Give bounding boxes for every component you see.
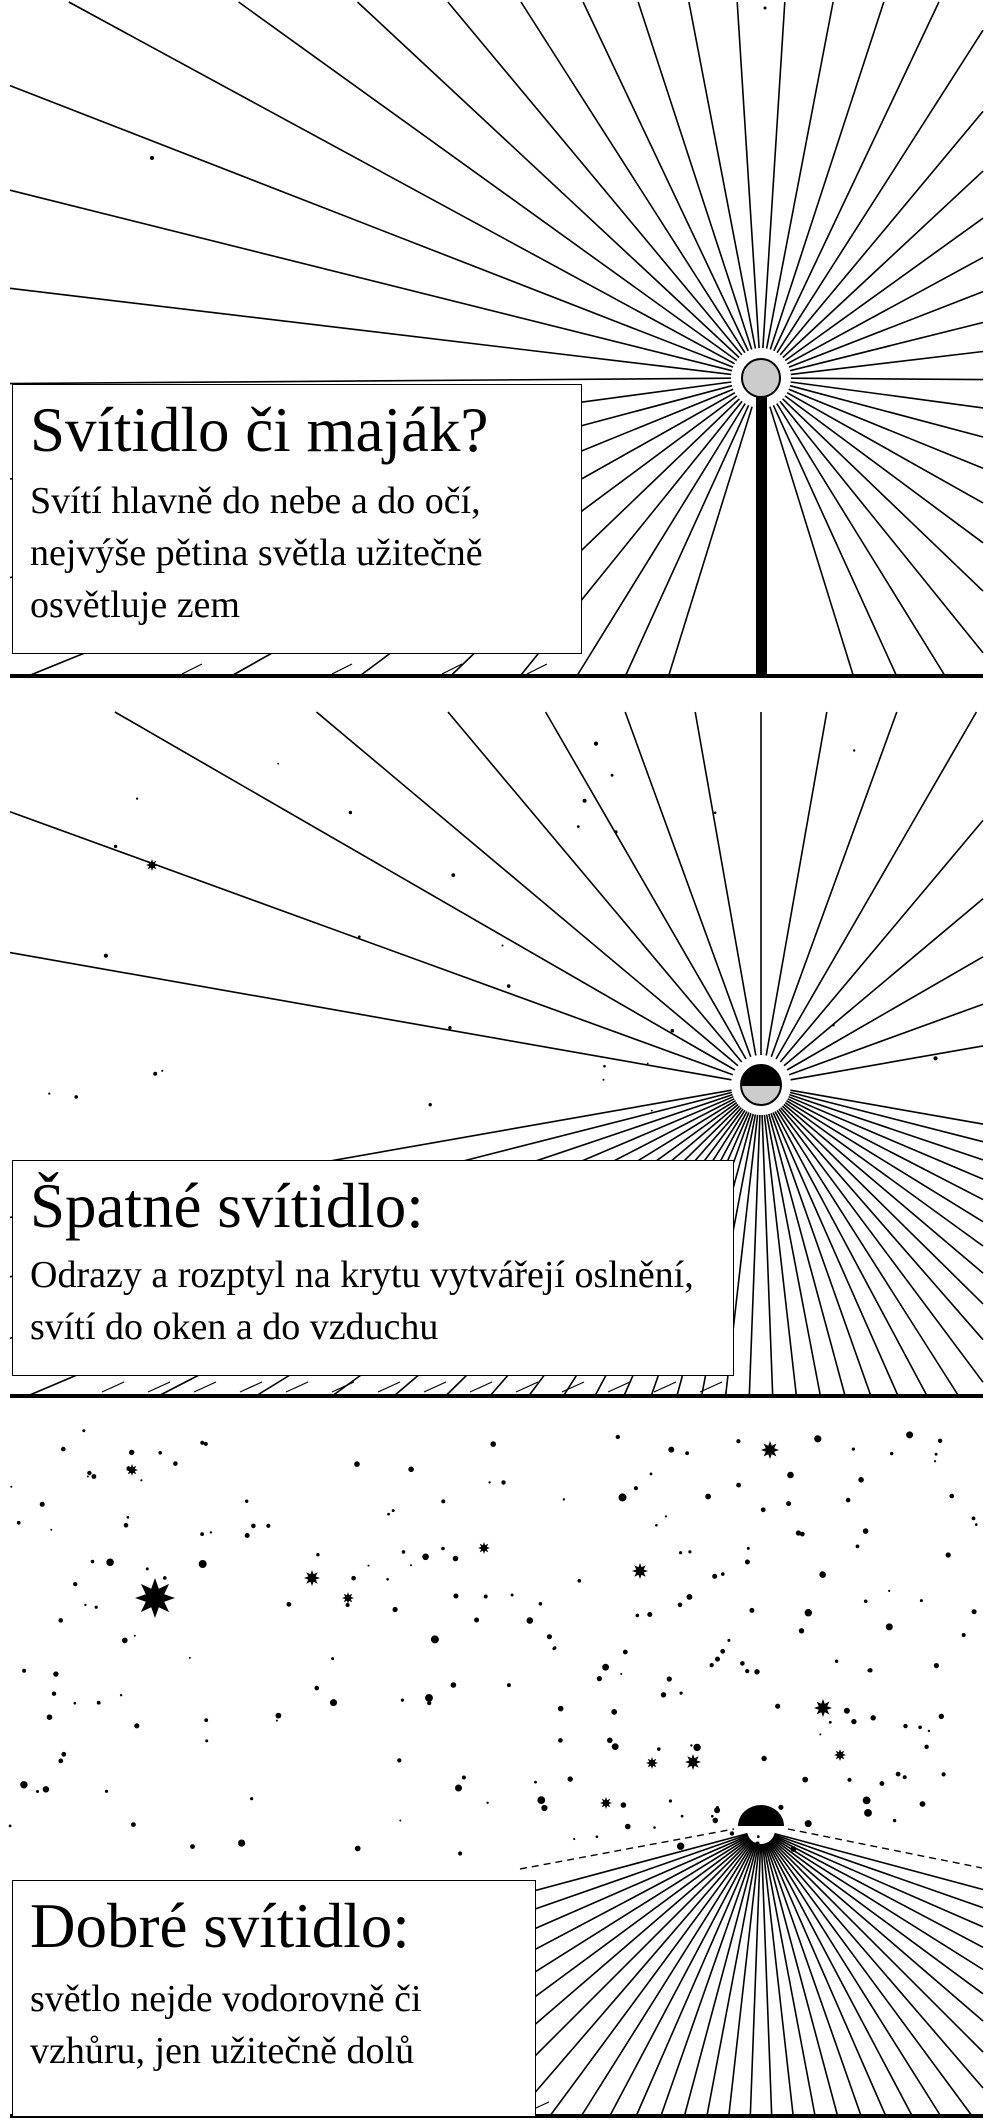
panel-2-title: Špatné svítidlo: <box>30 1171 424 1241</box>
lamp-3-light-rays <box>520 1834 983 2116</box>
half-shaded-luminaire-icon <box>741 1065 781 1105</box>
panel-3-title: Dobré svítidlo: <box>30 1891 410 1961</box>
panel-1-title: Svítidlo či maják? <box>30 395 489 465</box>
panel-1-caption-box <box>12 384 582 654</box>
panel-1-description: Svítí hlavně do nebe a do očí, nejvýše pětina světla užitečně osvětluje zem <box>30 480 483 626</box>
panel-3-description: světlo nejde vodorovně či vzhůru, jen užitečně dolů <box>30 1978 422 2072</box>
panel-3-caption-box <box>12 1880 536 2117</box>
panel-2-caption-box <box>12 1160 734 1376</box>
panel-2-description: Odrazy a rozptyl na krytu vytvářejí oslnění, svítí do oken a do vzduchu <box>30 1254 694 1348</box>
